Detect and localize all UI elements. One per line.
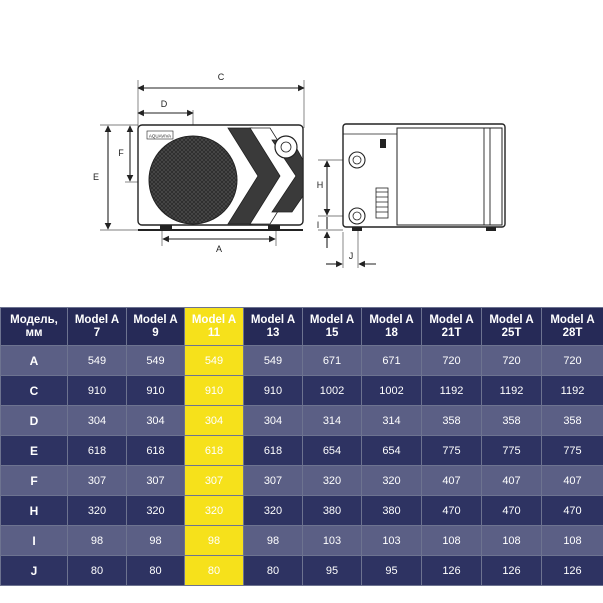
table-cell: 108 — [422, 526, 482, 556]
table-cell: 320 — [303, 466, 362, 496]
table-cell: 314 — [362, 406, 422, 436]
model-header: Model A 15 — [303, 308, 362, 346]
table-cell: 470 — [482, 496, 542, 526]
table-cell: 775 — [542, 436, 603, 466]
dim-label-f: F — [118, 148, 124, 158]
table-cell-highlighted: 98 — [185, 526, 244, 556]
table-row — [1, 436, 603, 466]
row-label: H — [1, 496, 68, 526]
table-cell: 720 — [422, 346, 482, 376]
row-label: A — [1, 346, 68, 376]
table-cell: 549 — [68, 346, 127, 376]
dim-label-i: I — [316, 220, 320, 230]
table-cell: 307 — [127, 466, 185, 496]
table-header-row — [1, 308, 603, 346]
model-header: Model A 7 — [68, 308, 127, 346]
table-cell: 307 — [68, 466, 127, 496]
dimension-drawing — [0, 0, 603, 300]
table-cell: 720 — [482, 346, 542, 376]
model-header: Model A 9 — [127, 308, 185, 346]
table-cell: 320 — [127, 496, 185, 526]
table-cell: 1192 — [542, 376, 603, 406]
table-cell: 775 — [482, 436, 542, 466]
table-cell: 98 — [244, 526, 303, 556]
table-cell: 618 — [68, 436, 127, 466]
table-cell: 671 — [362, 346, 422, 376]
model-header-highlighted: Model A 11 — [185, 308, 244, 346]
table-cell: 380 — [362, 496, 422, 526]
table-cell: 98 — [68, 526, 127, 556]
table-cell: 549 — [127, 346, 185, 376]
table-cell: 618 — [244, 436, 303, 466]
model-header: Model A 28T — [542, 308, 603, 346]
table-row — [1, 346, 603, 376]
row-label: I — [1, 526, 68, 556]
table-cell: 314 — [303, 406, 362, 436]
table-cell: 320 — [68, 496, 127, 526]
table-cell: 407 — [482, 466, 542, 496]
table-cell: 108 — [542, 526, 603, 556]
table-row — [1, 376, 603, 406]
table-body — [1, 346, 603, 586]
table-cell: 1192 — [422, 376, 482, 406]
table-cell: 407 — [422, 466, 482, 496]
table-cell: 126 — [542, 556, 603, 586]
model-header: Model A 21T — [422, 308, 482, 346]
brand-label: AQUAVIVA — [148, 133, 172, 139]
table-cell: 98 — [127, 526, 185, 556]
table-cell-highlighted: 304 — [185, 406, 244, 436]
model-header: Model A 18 — [362, 308, 422, 346]
dim-label-e: E — [92, 172, 100, 182]
row-label: C — [1, 376, 68, 406]
table-cell: 671 — [303, 346, 362, 376]
table-cell: 320 — [244, 496, 303, 526]
corner-header: Модель, мм — [1, 308, 68, 346]
table-cell: 1002 — [303, 376, 362, 406]
row-label: J — [1, 556, 68, 586]
table-cell: 358 — [542, 406, 603, 436]
table-cell: 470 — [542, 496, 603, 526]
table-cell: 80 — [68, 556, 127, 586]
table-cell: 549 — [244, 346, 303, 376]
table-row — [1, 496, 603, 526]
table-cell-highlighted: 549 — [185, 346, 244, 376]
table-cell: 1002 — [362, 376, 422, 406]
table-cell: 307 — [244, 466, 303, 496]
table-cell: 380 — [303, 496, 362, 526]
table-cell: 304 — [68, 406, 127, 436]
table-row — [1, 466, 603, 496]
dim-label-h: H — [316, 180, 324, 190]
dim-label-c: C — [217, 72, 225, 82]
table-cell: 358 — [422, 406, 482, 436]
table-cell: 775 — [422, 436, 482, 466]
table-cell: 320 — [362, 466, 422, 496]
table-cell: 80 — [127, 556, 185, 586]
dimensions-table — [0, 307, 603, 586]
table-cell: 103 — [362, 526, 422, 556]
table-cell: 126 — [422, 556, 482, 586]
table-cell-highlighted: 618 — [185, 436, 244, 466]
table-cell: 95 — [303, 556, 362, 586]
table-cell: 470 — [422, 496, 482, 526]
row-label: D — [1, 406, 68, 436]
table-cell-highlighted: 80 — [185, 556, 244, 586]
table-cell-highlighted: 307 — [185, 466, 244, 496]
dim-label-j: J — [348, 251, 354, 261]
table-cell: 358 — [482, 406, 542, 436]
row-label: E — [1, 436, 68, 466]
front-view — [93, 72, 304, 254]
table-cell: 80 — [244, 556, 303, 586]
dim-label-a: A — [215, 244, 223, 254]
table-cell: 407 — [542, 466, 603, 496]
dim-label-d: D — [160, 99, 168, 109]
table-cell: 910 — [127, 376, 185, 406]
table-cell: 618 — [127, 436, 185, 466]
table-row — [1, 526, 603, 556]
table-cell: 103 — [303, 526, 362, 556]
table-cell: 910 — [68, 376, 127, 406]
table-cell: 654 — [303, 436, 362, 466]
table-cell: 304 — [127, 406, 185, 436]
table-cell: 95 — [362, 556, 422, 586]
table-cell-highlighted: 910 — [185, 376, 244, 406]
table-cell: 108 — [482, 526, 542, 556]
table-row — [1, 406, 603, 436]
table-cell: 126 — [482, 556, 542, 586]
table-cell: 304 — [244, 406, 303, 436]
table-cell-highlighted: 320 — [185, 496, 244, 526]
table-cell: 1192 — [482, 376, 542, 406]
table-row — [1, 556, 603, 586]
side-view — [317, 124, 505, 268]
table-cell: 910 — [244, 376, 303, 406]
model-header: Model A 13 — [244, 308, 303, 346]
model-header: Model A 25T — [482, 308, 542, 346]
table-cell: 654 — [362, 436, 422, 466]
row-label: F — [1, 466, 68, 496]
table-cell: 720 — [542, 346, 603, 376]
